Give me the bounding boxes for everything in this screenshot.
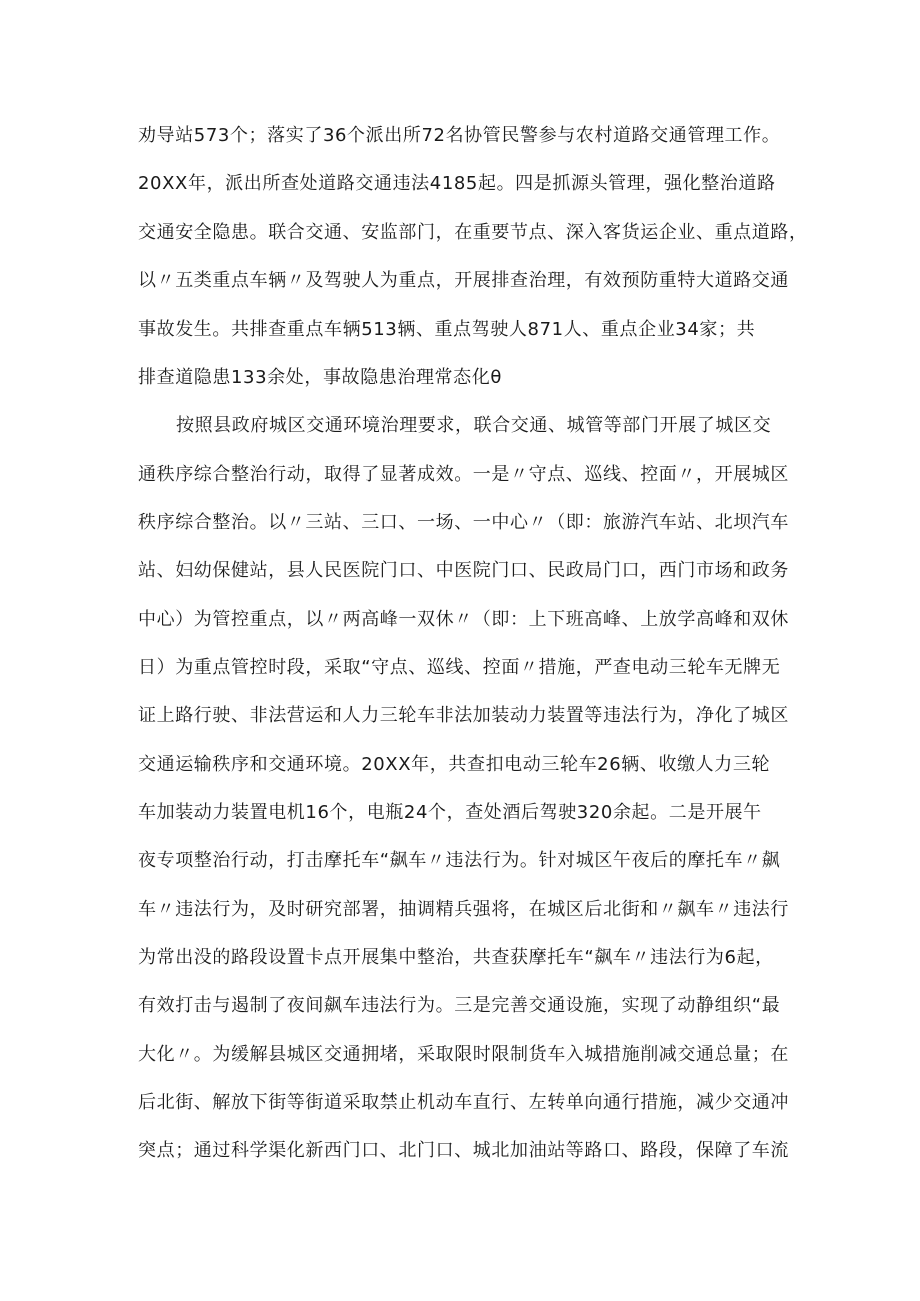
paragraph-2-line-1: 按照县政府城区交通环境治理要求，联合交通、城管等部门开展了城区交 <box>176 415 772 436</box>
paragraph-2-line-5: 中心）为管控重点，以〃两高峰一双休〃（即：上下班高峰、上放学高峰和双休 <box>138 609 789 630</box>
paragraph-2-line-16: 突点；通过科学渠化新西门口、北门口、城北加油站等路口、路段，保障了车流 <box>138 1140 789 1161</box>
paragraph-1-line-5: 事故发生。共排查重点车辆513辆、重点驾驶人871人、重点企业34家；共 <box>138 319 756 340</box>
paragraph-2-line-6: 日）为重点管控时段，采取“守点、巡线、控面〃措施，严查电动三轮车无牌无 <box>138 657 781 678</box>
paragraph-2-line-15: 后北街、解放下街等街道采取禁止机动车直行、左转单向通行措施，减少交通冲 <box>138 1092 789 1113</box>
paragraph-2-line-3: 秩序综合整治。以〃三站、三口、一场、一中心〃（即：旅游汽车站、北坝汽车 <box>138 512 789 533</box>
paragraph-2-line-7: 证上路行驶、非法营运和人力三轮车非法加装动力装置等违法行为，净化了城区 <box>138 705 789 726</box>
paragraph-1-line-6: 排查道隐患133余处，事故隐患治理常态化θ <box>138 367 502 388</box>
paragraph-2-line-10: 夜专项整治行动，打击摩托车“飙车〃违法行为。针对城区午夜后的摩托车〃飙 <box>138 850 781 871</box>
paragraph-2-line-13: 有效打击与遏制了夜间飙车违法行为。三是完善交通设施，实现了动静组织“最 <box>138 995 781 1016</box>
paragraph-2-line-4: 站、妇幼保健站，县人民医院门口、中医院门口、民政局门口，西门市场和政务 <box>138 560 789 581</box>
paragraph-2-line-14: 大化〃。为缓解县城区交通拥堵，采取限时限制货车入城措施削减交通总量；在 <box>138 1044 789 1065</box>
paragraph-2-line-12: 为常出没的路段设置卡点开展集中整治，共查获摩托车“飙车〃违法行为6起， <box>138 947 774 968</box>
paragraph-1-line-2: 20XX年，派出所查处道路交通违法4185起。四是抓源头管理，强化整治道路 <box>138 173 776 194</box>
paragraph-2-line-9: 车加装动力装置电机16个，电瓶24个，查处酒后驾驶320余起。二是开展午 <box>138 802 762 823</box>
paragraph-2-line-8: 交通运输秩序和交通环境。20XX年，共查扣电动三轮车26辆、收缴人力三轮 <box>138 754 771 775</box>
paragraph-2-line-11: 车〃违法行为，及时研究部署，抽调精兵强将，在城区后北街和〃飙车〃违法行 <box>138 899 789 920</box>
paragraph-1-line-4: 以〃五类重点车辆〃及驾驶人为重点，开展排查治理，有效预防重特大道路交通 <box>138 270 789 291</box>
paragraph-1-line-3: 交通安全隐患。联合交通、安监部门，在重要节点、深入客货运企业、重点道路， <box>138 222 808 243</box>
paragraph-2-line-2: 通秩序综合整治行动，取得了显著成效。一是〃守点、巡线、控面〃，开展城区 <box>138 464 789 485</box>
paragraph-1-line-1: 劝导站573个；落实了36个派出所72名协管民警参与农村道路交通管理工作。 <box>138 125 781 146</box>
